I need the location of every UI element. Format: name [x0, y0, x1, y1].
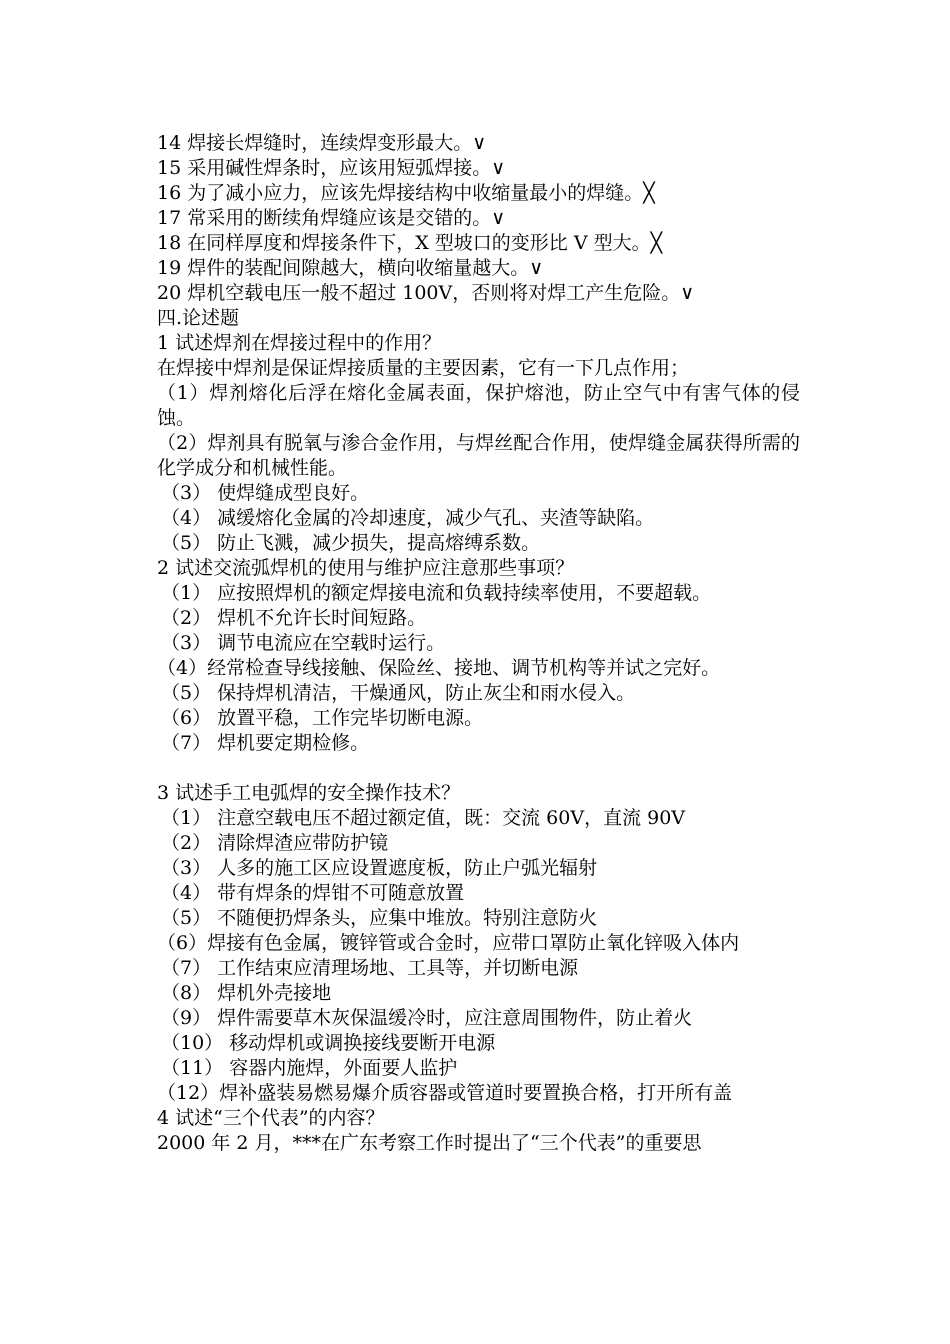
list-item: （3） 调节电流应在空载时运行。 — [161, 632, 446, 654]
list-item: （10） 移动焊机或调换接线要断开电源 — [161, 1032, 496, 1054]
question-3: 3 试述手工电弧焊的安全操作技术？ — [157, 782, 461, 804]
list-item: （1）焊剂熔化后浮在熔化金属表面，保护熔池，防止空气中有害气体的侵蚀。 — [157, 382, 800, 429]
list-item: （9） 焊件需要草木灰保温缓冷时，应注意周围物件，防止着火 — [161, 1007, 693, 1029]
list-item: （5） 防止飞溅，减少损失，提高熔缚系数。 — [161, 532, 541, 554]
document-body — [157, 131, 800, 1156]
list-item: （5） 不随便扔焊条头，应集中堆放。特别注意防火 — [161, 907, 598, 929]
list-item: （7） 焊机要定期检修。 — [161, 732, 370, 754]
list-item: （2） 清除焊渣应带防护镜 — [161, 832, 389, 854]
list-item: （3） 使焊缝成型良好。 — [161, 482, 370, 504]
list-item: （1） 注意空载电压不超过额定值，既：交流 60V，直流 90V — [161, 807, 686, 829]
answer-line-15: 15 采用碱性焊条时，应该用短弧焊接。∨ — [157, 157, 506, 179]
list-item: （2）焊剂具有脱氧与渗合金作用，与焊丝配合作用，使焊缝金属获得所需的化学成分和机械性能。 — [157, 432, 800, 479]
list-item: （1） 应按照焊机的额定焊接电流和负载持续率使用，不要超载。 — [161, 582, 712, 604]
answer-line-17: 17 常采用的断续角焊缝应该是交错的。∨ — [157, 207, 506, 229]
answer-line-20: 20 焊机空载电压一般不超过 100V，否则将对焊工产生危险。∨ — [157, 282, 695, 304]
question-2: 2 试述交流弧焊机的使用与维护应注意那些事项？ — [157, 557, 575, 579]
paragraph: 2000 年 2 月，***在广东考察工作时提出了“三个代表”的重要思 — [157, 1132, 702, 1154]
answer-line-18: 18 在同样厚度和焊接条件下，X 型坡口的变形比 V 型大。╳ — [157, 232, 663, 254]
list-item: （8） 焊机外壳接地 — [161, 982, 332, 1004]
list-item: （4） 带有焊条的焊钳不可随意放置 — [161, 882, 465, 904]
list-item: （3） 人多的施工区应设置遮度板，防止户弧光辐射 — [161, 857, 598, 879]
list-item: （12）焊补盛装易燃易爆介质容器或管道时要置换合格，打开所有盖 — [157, 1082, 733, 1104]
list-item: （5） 保持焊机清洁，干燥通风，防止灰尘和雨水侵入。 — [161, 682, 636, 704]
list-item: （6） 放置平稳，工作完毕切断电源。 — [161, 707, 484, 729]
list-item: （4） 减缓熔化金属的冷却速度，减少气孔、夹渣等缺陷。 — [161, 507, 655, 529]
answer-line-14: 14 焊接长焊缝时，连续焊变形最大。∨ — [157, 132, 487, 154]
blank-line — [157, 756, 800, 781]
paragraph: 在焊接中焊剂是保证焊接质量的主要因素，它有一下几点作用； — [157, 357, 690, 379]
list-item: （7） 工作结束应清理场地、工具等，并切断电源 — [161, 957, 579, 979]
list-item: （6）焊接有色金属，镀锌管或合金时，应带口罩防止氧化锌吸入体内 — [157, 932, 740, 954]
answer-line-16: 16 为了减小应力，应该先焊接结构中收缩量最小的焊缝。╳ — [157, 182, 655, 204]
question-4: 4 试述“三个代表”的内容？ — [157, 1107, 385, 1129]
list-item: （2） 焊机不允许长时间短路。 — [161, 607, 427, 629]
list-item: （4）经常检查导线接触、保险丝、接地、调节机构等并试之完好。 — [157, 657, 721, 679]
answer-line-19: 19 焊件的装配间隙越大，横向收缩量越大。∨ — [157, 257, 544, 279]
question-1: 1 试述焊剂在焊接过程中的作用？ — [157, 332, 442, 354]
section-heading: 四.论述题 — [157, 307, 240, 329]
list-item: （11） 容器内施焊，外面要人监护 — [161, 1057, 458, 1079]
